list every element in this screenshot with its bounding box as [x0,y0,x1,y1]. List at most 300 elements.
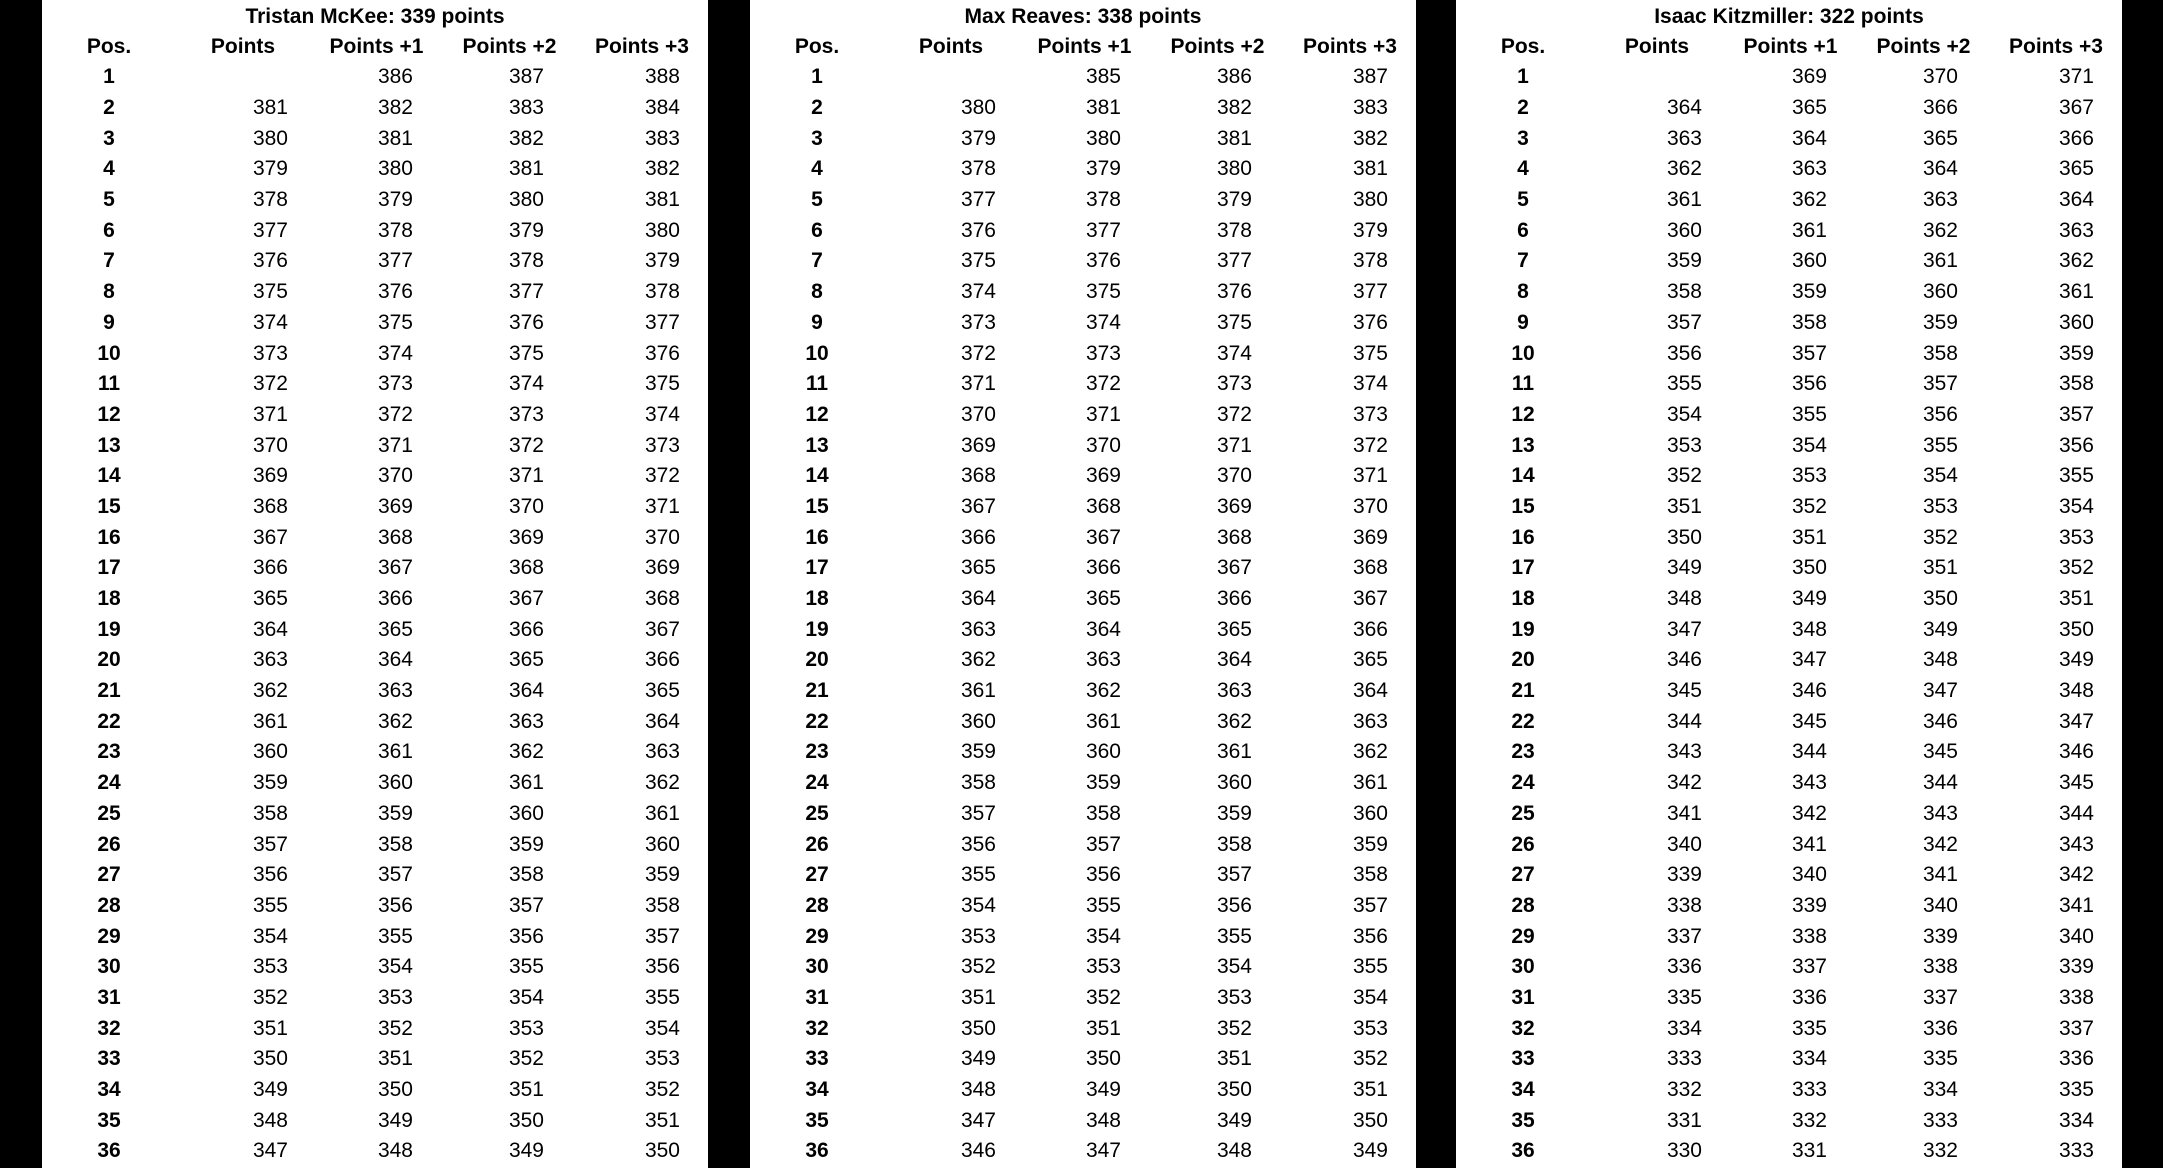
pos-cell: 24 [1511,771,1535,795]
points-plus-3-cell: 356 [1352,924,1388,948]
points-cell: 364 [1666,96,1702,120]
points-cell: 365 [252,587,288,611]
pos-cell: 13 [1511,433,1535,457]
pos-cell: 36 [1511,1139,1535,1163]
points-plus-3-cell: 382 [644,157,680,181]
table-row [750,952,1416,983]
points-plus-1-cell: 369 [1791,65,1827,89]
points-plus-2-cell: 350 [508,1108,544,1132]
pos-cell: 11 [805,372,829,396]
table-row [42,492,708,523]
points-plus-2-cell: 337 [1922,985,1958,1009]
table-row [42,215,708,246]
standings-panel-1 [42,0,708,1168]
points-plus-1-cell: 357 [377,863,413,887]
points-cell: 357 [960,801,996,825]
points-cell: 362 [1666,157,1702,181]
points-plus-3-cell: 380 [1352,188,1388,212]
table-row [1456,1136,2122,1167]
pos-cell: 12 [97,402,121,426]
points-cell: 367 [252,525,288,549]
points-plus-3-cell: 367 [2058,96,2094,120]
points-plus-2-cell: 367 [1216,556,1252,580]
points-plus-1-cell: 385 [1085,65,1121,89]
points-cell: 349 [960,1047,996,1071]
points-plus-1-cell: 361 [377,740,413,764]
points-cell: 358 [252,801,288,825]
points-cell: 374 [252,310,288,334]
points-plus-3-cell: 335 [2058,1078,2094,1102]
points-plus-2-cell: 374 [1216,341,1252,365]
pos-cell: 23 [97,740,121,764]
points-plus-3-header: Points +3 [1303,35,1397,58]
table-row [42,400,708,431]
points-plus-3-cell: 347 [2058,709,2094,733]
pos-cell: 27 [97,863,121,887]
pos-cell: 9 [811,310,823,334]
points-plus-3-cell: 369 [644,556,680,580]
points-plus-1-cell: 367 [1085,525,1121,549]
pos-cell: 22 [805,709,829,733]
table-row [750,737,1416,768]
pos-cell: 25 [97,801,121,825]
points-plus-1-cell: 357 [1791,341,1827,365]
pos-cell: 30 [97,955,121,979]
points-cell: 350 [960,1016,996,1040]
points-cell: 378 [252,188,288,212]
points-plus-1-cell: 370 [1085,433,1121,457]
pos-cell: 29 [805,924,829,948]
table-row [750,860,1416,891]
points-plus-3-cell: 360 [644,832,680,856]
table-row [1456,737,2122,768]
pos-cell: 19 [97,617,121,641]
table-row [1456,185,2122,216]
panel-title: Isaac Kitzmiller: 322 points [1654,5,1924,28]
points-plus-3-cell: 368 [1352,556,1388,580]
points-cell: 359 [252,771,288,795]
points-plus-2-cell: 349 [1922,617,1958,641]
points-cell: 359 [960,740,996,764]
points-plus-3-cell: 369 [1352,525,1388,549]
points-plus-1-cell: 349 [377,1108,413,1132]
points-plus-3-cell: 372 [1352,433,1388,457]
table-row [1456,676,2122,707]
points-plus-2-cell: 364 [508,679,544,703]
panel-title: Max Reaves: 338 points [964,5,1202,28]
points-plus-3-cell: 348 [2058,679,2094,703]
points-plus-2-cell: 351 [1216,1047,1252,1071]
points-table [750,32,1416,1167]
pos-cell: 1 [103,65,115,89]
points-plus-3-cell: 336 [2058,1047,2094,1071]
points-plus-2-cell: 349 [508,1139,544,1163]
table-row [42,154,708,185]
points-cell: 369 [252,464,288,488]
pos-cell: 32 [805,1016,829,1040]
points-cell: 355 [252,893,288,917]
points-cell: 377 [252,218,288,242]
points-plus-2-cell: 366 [508,617,544,641]
points-plus-2-cell: 358 [1922,341,1958,365]
pos-cell: 20 [97,648,121,672]
points-plus-1-cell: 372 [377,402,413,426]
points-plus-1-cell: 370 [377,464,413,488]
points-plus-2-cell: 360 [508,801,544,825]
points-plus-1-cell: 361 [1085,709,1121,733]
points-cell: 368 [252,494,288,518]
points-plus-1-cell: 337 [1791,955,1827,979]
points-plus-1-cell: 362 [1085,679,1121,703]
pos-cell: 28 [805,893,829,917]
points-plus-2-cell: 370 [1922,65,1958,89]
points-plus-3-header: Points +3 [595,35,689,58]
points-cell: 356 [1666,341,1702,365]
points-plus-2-cell: 381 [1216,126,1252,150]
pos-cell: 5 [103,188,115,212]
points-plus-3-cell: 352 [1352,1047,1388,1071]
points-cell: 343 [1666,740,1702,764]
points-plus-2-cell: 371 [1216,433,1252,457]
points-cell: 350 [252,1047,288,1071]
points-plus-1-cell: 362 [1791,188,1827,212]
points-plus-3-cell: 341 [2058,893,2094,917]
points-cell: 375 [960,249,996,273]
table-row [42,860,708,891]
points-plus-1-cell: 366 [1085,556,1121,580]
points-plus-3-cell: 378 [644,280,680,304]
points-plus-3-cell: 364 [1352,679,1388,703]
points-cell: 372 [960,341,996,365]
points-plus-2-cell: 373 [508,402,544,426]
points-plus-2-cell: 361 [1922,249,1958,273]
points-plus-3-cell: 371 [1352,464,1388,488]
table-row [750,799,1416,830]
table-row [750,215,1416,246]
points-plus-2-cell: 361 [1216,740,1252,764]
points-plus-3-cell: 379 [1352,218,1388,242]
points-plus-2-header: Points +2 [1876,35,1971,58]
table-row [42,676,708,707]
table-row [42,737,708,768]
points-plus-1-cell: 377 [1085,218,1121,242]
pos-cell: 13 [97,433,121,457]
points-plus-2-cell: 372 [1216,402,1252,426]
points-plus-3-cell: 344 [2058,801,2094,825]
points-cell: 352 [252,985,288,1009]
points-plus-2-cell: 373 [1216,372,1252,396]
points-header: Points [1624,35,1690,58]
header-row [750,32,1416,62]
standings-panel-2 [750,0,1416,1168]
points-plus-3-cell: 352 [644,1078,680,1102]
points-plus-1-cell: 347 [1791,648,1827,672]
points-cell: 356 [960,832,996,856]
points-plus-3-cell: 356 [644,955,680,979]
points-cell: 349 [1666,556,1702,580]
table-row [42,799,708,830]
points-plus-3-cell: 380 [644,218,680,242]
points-plus-1-cell: 367 [377,556,413,580]
points-cell: 368 [960,464,996,488]
points-cell: 354 [252,924,288,948]
points-cell: 360 [960,709,996,733]
panel-title: Tristan McKee: 339 points [245,5,505,28]
points-cell: 358 [1666,280,1702,304]
points-plus-2-cell: 383 [508,96,544,120]
pos-cell: 16 [805,525,829,549]
points-plus-1-cell: 352 [377,1016,413,1040]
points-plus-2-cell: 365 [508,648,544,672]
points-plus-2-cell: 338 [1922,955,1958,979]
table-row [750,154,1416,185]
points-cell: 347 [960,1108,996,1132]
points-plus-3-cell: 381 [644,188,680,212]
points-plus-1-cell: 355 [377,924,413,948]
points-cell: 376 [960,218,996,242]
points-cell: 337 [1666,924,1702,948]
table-row [750,246,1416,277]
points-plus-1-cell: 378 [377,218,413,242]
pos-cell: 33 [1511,1047,1535,1071]
points-plus-3-cell: 360 [2058,310,2094,334]
points-plus-3-cell: 346 [2058,740,2094,764]
points-cell: 362 [960,648,996,672]
pos-cell: 18 [1511,587,1535,611]
points-plus-3-cell: 387 [1352,65,1388,89]
table-row [1456,492,2122,523]
points-plus-1-cell: 378 [1085,188,1121,212]
pos-cell: 6 [811,218,823,242]
points-plus-1-cell: 349 [1085,1078,1121,1102]
points-plus-1-cell: 362 [377,709,413,733]
points-plus-2-cell: 365 [1216,617,1252,641]
points-plus-2-cell: 363 [1216,679,1252,703]
pos-cell: 36 [97,1139,121,1163]
table-row [1456,369,2122,400]
points-cell: 332 [1666,1078,1702,1102]
points-header: Points [918,35,984,58]
points-cell: 379 [252,157,288,181]
table-row [750,584,1416,615]
points-plus-3-cell: 359 [2058,341,2094,365]
table-row [1456,584,2122,615]
points-plus-3-cell: 378 [1352,249,1388,273]
points-plus-1-cell: 360 [377,771,413,795]
points-plus-2-cell: 334 [1922,1078,1958,1102]
pos-cell: 7 [103,249,115,273]
points-plus-3-cell: 354 [644,1016,680,1040]
pos-cell: 14 [97,464,121,488]
points-plus-3-cell: 361 [644,801,680,825]
table-row [42,93,708,124]
points-plus-2-cell: 358 [508,863,544,887]
points-plus-2-cell: 382 [1216,96,1252,120]
points-plus-1-cell: 352 [1791,494,1827,518]
pos-cell: 3 [811,126,823,150]
points-cell: 361 [252,709,288,733]
table-row [750,645,1416,676]
points-plus-3-cell: 370 [1352,494,1388,518]
points-plus-1-cell: 356 [1085,863,1121,887]
points-plus-1-cell: 371 [377,433,413,457]
pos-cell: 9 [1517,310,1529,334]
pos-cell: 12 [1511,402,1535,426]
points-plus-2-cell: 340 [1922,893,1958,917]
pos-cell: 5 [1517,188,1529,212]
points-plus-2-cell: 366 [1922,96,1958,120]
pos-cell: 4 [103,157,115,181]
pos-cell: 28 [1511,893,1535,917]
table-row [42,522,708,553]
points-cell: 372 [252,372,288,396]
pos-cell: 27 [1511,863,1535,887]
points-plus-1-cell: 349 [1791,587,1827,611]
table-row [1456,768,2122,799]
points-plus-2-cell: 351 [1922,556,1958,580]
table-row [1456,983,2122,1014]
table-row [42,706,708,737]
table-row [1456,430,2122,461]
pos-cell: 26 [805,832,829,856]
points-plus-2-cell: 357 [1922,372,1958,396]
table-row [1456,553,2122,584]
points-plus-1-cell: 348 [377,1139,413,1163]
table-row [42,983,708,1014]
points-plus-2-cell: 377 [1216,249,1252,273]
points-plus-3-cell: 364 [2058,188,2094,212]
table-row [750,123,1416,154]
pos-cell: 32 [1511,1016,1535,1040]
pos-cell: 22 [97,709,121,733]
table-row [1456,1075,2122,1106]
points-plus-1-cell: 373 [1085,341,1121,365]
points-plus-3-cell: 357 [2058,402,2094,426]
points-plus-1-cell: 361 [1791,218,1827,242]
points-plus-2-cell: 353 [508,1016,544,1040]
pos-cell: 16 [1511,525,1535,549]
points-plus-2-cell: 360 [1922,280,1958,304]
points-plus-2-cell: 364 [1216,648,1252,672]
points-plus-1-cell: 353 [377,985,413,1009]
points-plus-2-cell: 368 [508,556,544,580]
points-cell: 364 [960,587,996,611]
table-row [1456,860,2122,891]
points-plus-1-cell: 371 [1085,402,1121,426]
points-plus-1-cell: 381 [377,126,413,150]
points-plus-1-cell: 354 [1085,924,1121,948]
pos-cell: 20 [805,648,829,672]
pos-cell: 25 [805,801,829,825]
points-plus-1-cell: 360 [1791,249,1827,273]
points-plus-1-cell: 346 [1791,679,1827,703]
points-cell: 363 [1666,126,1702,150]
points-cell: 366 [960,525,996,549]
points-plus-2-cell: 371 [508,464,544,488]
pos-cell: 2 [811,96,823,120]
table-row [750,461,1416,492]
points-plus-2-cell: 359 [1216,801,1252,825]
pos-cell: 35 [805,1108,829,1132]
table-row [750,921,1416,952]
points-plus-3-cell: 379 [644,249,680,273]
points-cell: 380 [252,126,288,150]
pos-cell: 33 [805,1047,829,1071]
points-plus-2-cell: 355 [508,955,544,979]
table-row [1456,799,2122,830]
points-cell: 346 [1666,648,1702,672]
points-plus-1-cell: 366 [377,587,413,611]
pos-cell: 19 [1511,617,1535,641]
points-plus-1-cell: 380 [377,157,413,181]
points-plus-2-cell: 356 [1922,402,1958,426]
points-plus-3-cell: 359 [644,863,680,887]
table-row [750,338,1416,369]
points-cell: 366 [252,556,288,580]
points-plus-1-cell: 375 [377,310,413,334]
pos-cell: 26 [97,832,121,856]
points-plus-1-cell: 372 [1085,372,1121,396]
points-plus-2-cell: 343 [1922,801,1958,825]
points-plus-2-cell: 359 [1922,310,1958,334]
points-plus-1-cell: 338 [1791,924,1827,948]
table-row [1456,952,2122,983]
points-plus-2-cell: 351 [508,1078,544,1102]
header-row [1456,32,2122,62]
points-cell: 367 [960,494,996,518]
pos-cell: 15 [805,494,829,518]
pos-cell: 28 [97,893,121,917]
points-cell: 353 [1666,433,1702,457]
points-plus-3-cell: 358 [2058,372,2094,396]
points-plus-1-cell: 342 [1791,801,1827,825]
pos-cell: 5 [811,188,823,212]
points-plus-3-cell: 388 [644,65,680,89]
points-plus-2-cell: 360 [1216,771,1252,795]
pos-cell: 2 [103,96,115,120]
points-plus-1-cell: 365 [377,617,413,641]
points-cell: 348 [1666,587,1702,611]
points-plus-2-cell: 381 [508,157,544,181]
points-plus-3-cell: 376 [1352,310,1388,334]
pos-cell: 7 [811,249,823,273]
points-plus-2-cell: 363 [508,709,544,733]
pos-cell: 34 [97,1078,121,1102]
pos-cell: 30 [1511,955,1535,979]
points-plus-1-cell: 356 [377,893,413,917]
pos-cell: 14 [805,464,829,488]
pos-cell: 31 [805,985,829,1009]
points-plus-2-cell: 379 [1216,188,1252,212]
points-plus-2-cell: 368 [1216,525,1252,549]
points-cell: 361 [960,679,996,703]
points-plus-3-header: Points +3 [2009,35,2103,58]
points-plus-2-cell: 347 [1922,679,1958,703]
pos-cell: 8 [811,280,823,304]
points-plus-1-cell: 363 [1085,648,1121,672]
points-plus-3-cell: 377 [1352,280,1388,304]
table-row [42,1136,708,1167]
points-plus-3-cell: 351 [2058,587,2094,611]
points-plus-3-cell: 355 [1352,955,1388,979]
table-row [1456,123,2122,154]
points-plus-2-cell: 363 [1922,188,1958,212]
points-plus-2-cell: 356 [508,924,544,948]
table-row [750,983,1416,1014]
points-plus-1-cell: 341 [1791,832,1827,856]
points-plus-2-cell: 355 [1216,924,1252,948]
points-cell: 371 [252,402,288,426]
